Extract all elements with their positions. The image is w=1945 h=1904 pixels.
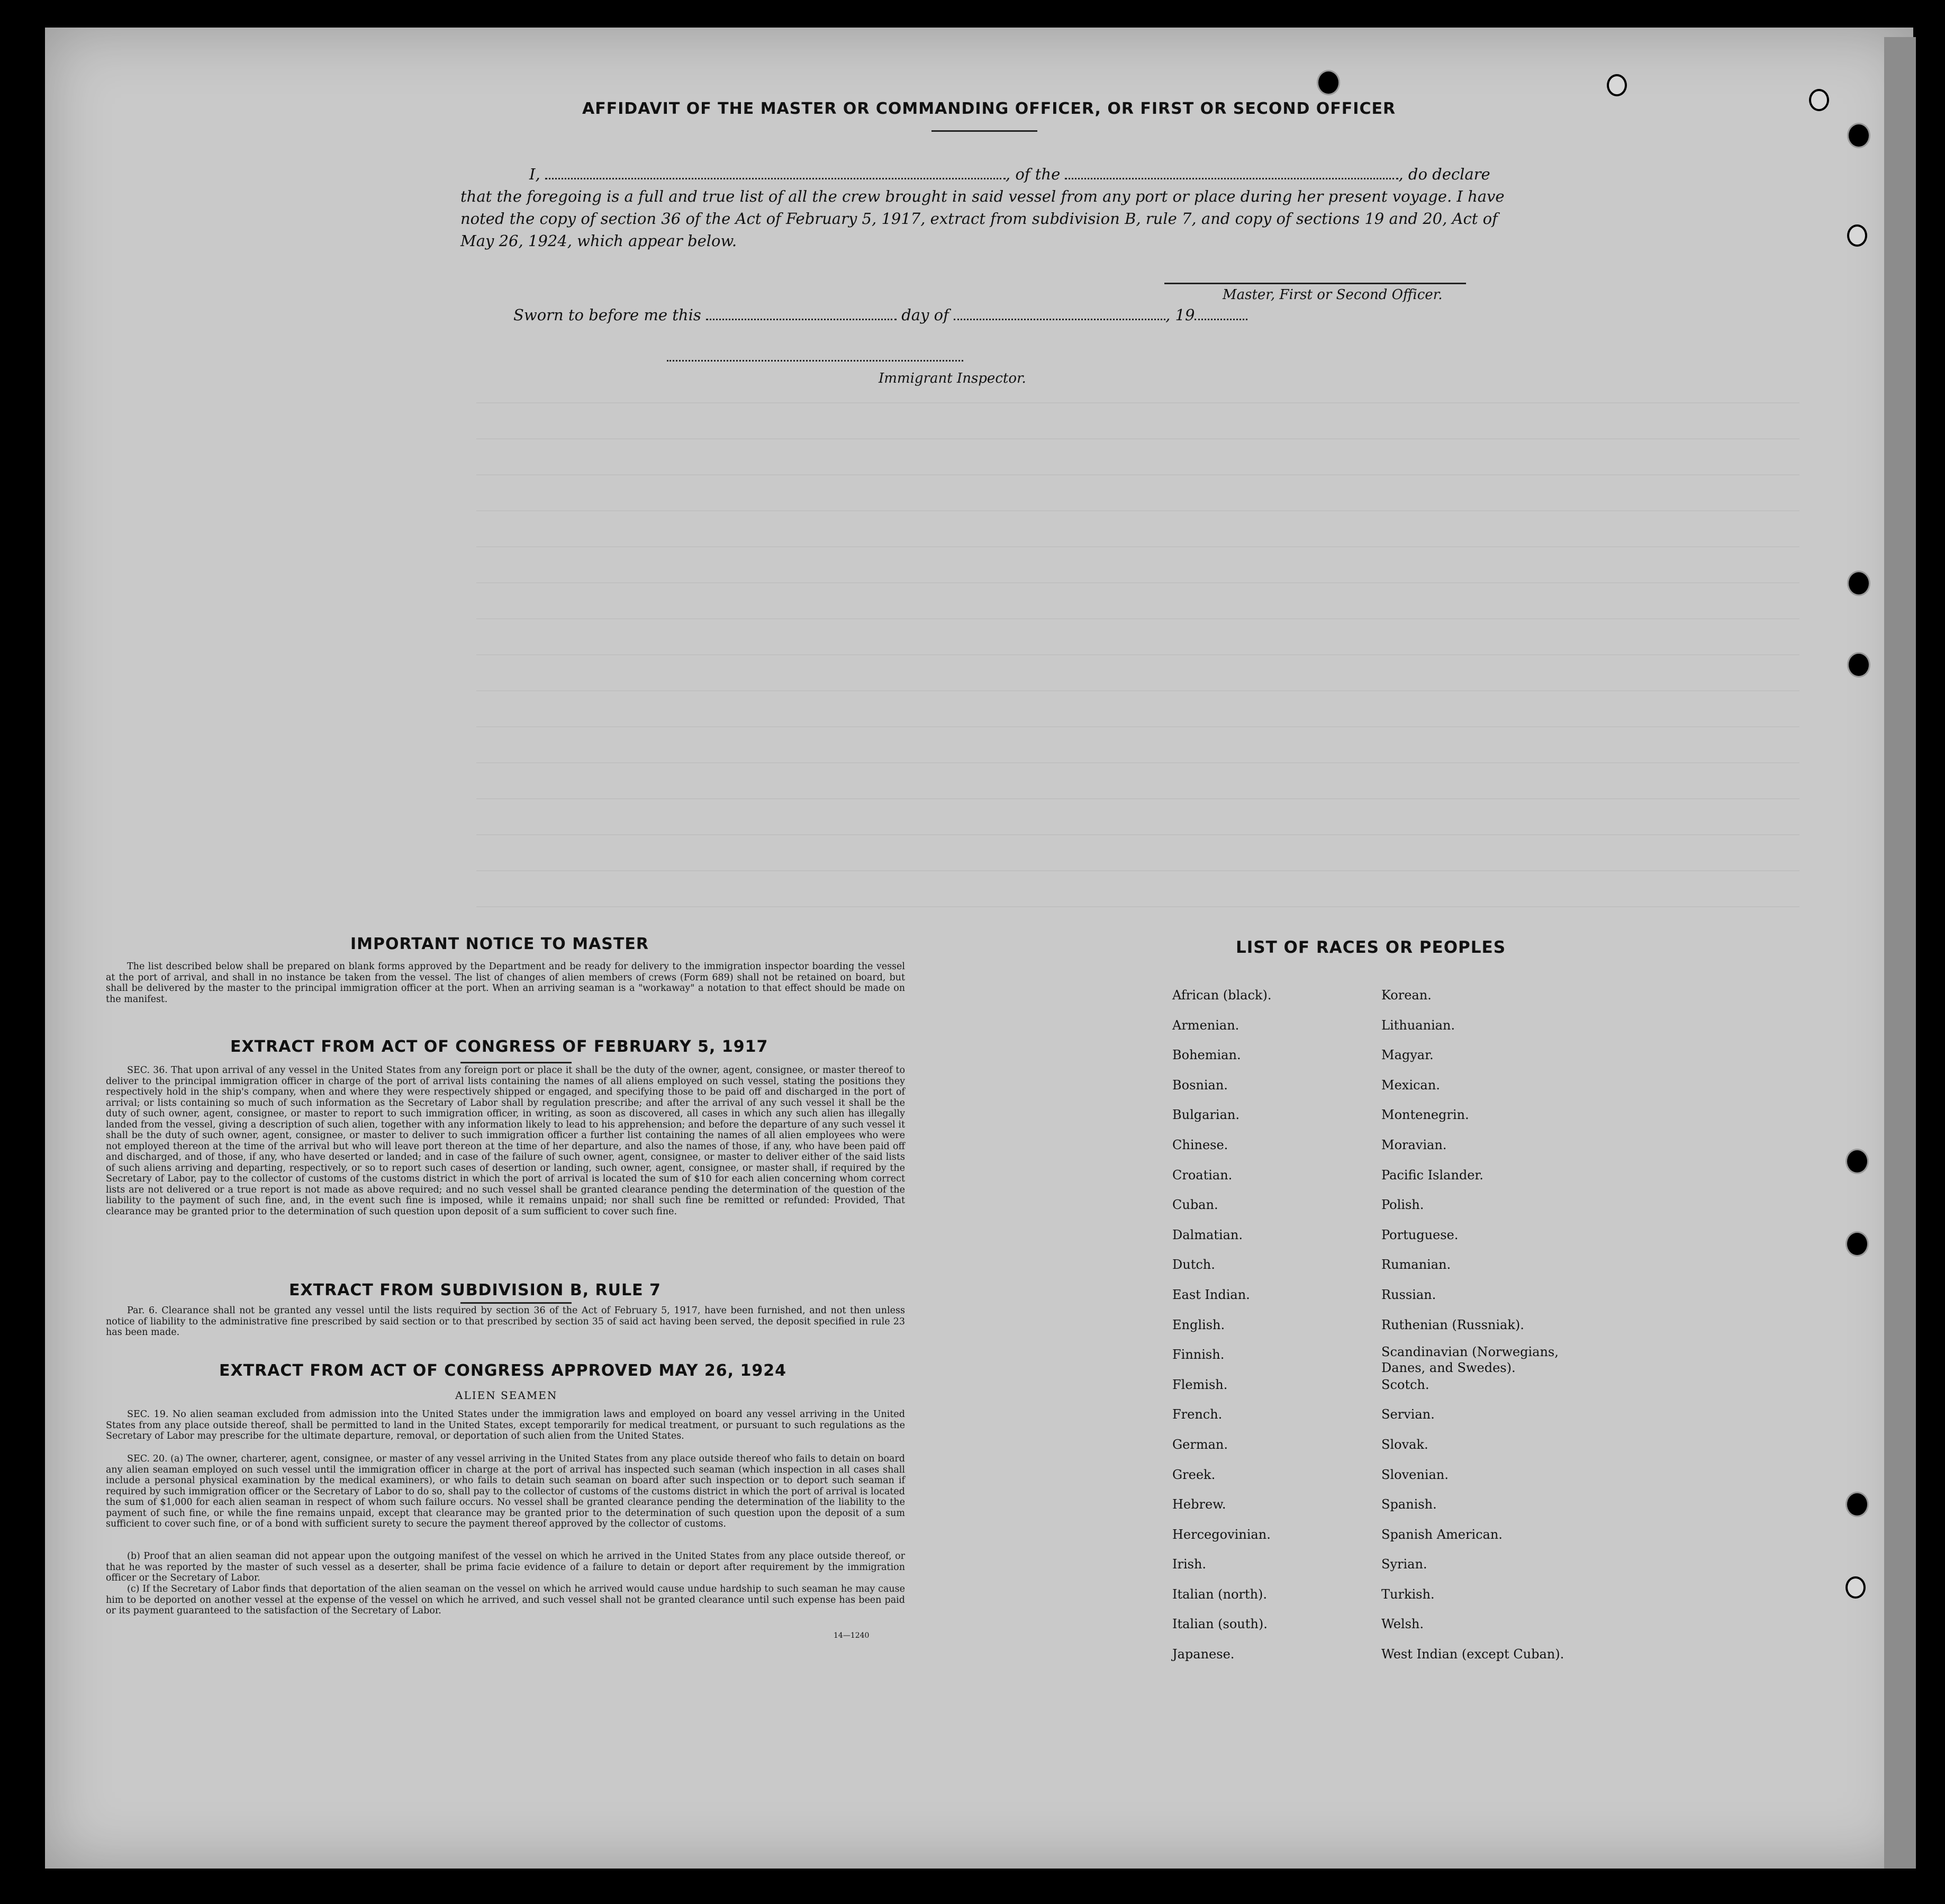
race-item: Pacific Islander. [1381,1167,1483,1183]
vessel-field[interactable] [1065,165,1398,179]
name-field[interactable] [545,165,1006,179]
race-item: Scotch. [1381,1377,1430,1392]
race-item: Montenegrin. [1381,1107,1469,1123]
extract-1924-title: EXTRACT FROM ACT OF CONGRESS APPROVED MAY 26, 1924 [219,1361,786,1380]
race-item: English. [1172,1317,1225,1332]
sworn-month-field[interactable] [954,306,1165,320]
extract-1924-sec20c: (c) If the Secretary of Labor finds that deportation of the alien seaman on the vessel on which he arrived would cause undue hardship to such seaman he may cause him to be deported on another vessel at the expense of the vessel on which he arrived, and such vessel shall not be granted clearance until such expense has been paid or its payment guaranteed to the satisfaction of the Secretary of Labor. [106,1584,905,1616]
race-item: Bohemian. [1172,1048,1241,1063]
race-item: Turkish. [1381,1586,1435,1602]
bleed-through-texture [476,402,1799,932]
sworn-day-field[interactable] [706,306,897,320]
race-item: Italian (south). [1172,1617,1268,1632]
race-item: Finnish. [1172,1347,1225,1362]
extract-1924-sec19: SEC. 19. No alien seaman excluded from admission into the United States under the immigration laws and employed on board any vessel arriving in the United States from any place outside thereof, shall be permitted to land in the United States, except temporarily for medical treatment, or pursuant to such regulations as the Secretary of Labor may prescribe for the ultimate departure, removal, or deportation of such alien from the United States. [106,1409,905,1441]
rule7-rule [460,1302,572,1304]
sworn-text: Sworn to before me this [513,306,701,324]
form-number: 14—1240 [834,1631,870,1640]
declaration-body: that the foregoing is a full and true list of all the crew brought in said vessel from any port or place during her present voyage. I have noted the copy of section 36 of the Act of February 5, 1917, extract from subdivision B, rule 7, and copy of sections 19 and 20, Act of May 26, 1924, which appear below. [460,187,1505,250]
binder-hole [1809,89,1829,111]
page-edge [1884,37,1916,1869]
declaration-end: , do declare [1398,165,1490,183]
race-item: Irish. [1172,1557,1207,1572]
race-item: Dutch. [1172,1257,1215,1273]
affidavit-title: AFFIDAVIT OF THE MASTER OR COMMANDING OFFICER, OR FIRST OR SECOND OFFICER [582,100,1396,118]
race-item: Russian. [1381,1287,1436,1302]
affidavit-text [460,163,1508,252]
inspector-label: Immigrant Inspector. [879,371,1026,386]
binder-hole [1317,70,1340,95]
sworn-line [513,306,1247,324]
race-item: Magyar. [1381,1048,1434,1063]
signature-line[interactable] [1164,283,1466,284]
binder-hole [1846,1149,1869,1174]
binder-hole [1846,1492,1869,1517]
races-title: LIST OF RACES OR PEOPLES [1236,938,1506,957]
extract-1924-sec20a: SEC. 20. (a) The owner, charterer, agent, consignee, or master of any vessel arriving in the United States from any place outside thereof who fails to detain on board any alien seaman employed on such vessel until the immigration officer in charge at the port of arrival has inspected such seaman (which inspection in all cases shall include a personal physical examination by the medical examiners), or who fails to detain such seaman on board after such inspection or to deport such seaman if required by such immigration officer or the Secretary of Labor to do so, shall pay to the collector of customs of the customs district in which the port of arrival is located the sum of $1,000 for each alien seaman in respect of whom such failure occurs. No vessel shall be granted clearance pending the determination of the liability to the payment of such fine, or while the fine remains unpaid, except that clearance may be granted prior to the determination of such question upon the deposit of a sum sufficient to cover such fine, or of a bond with sufficient surety to secure the payment thereof approved by the collector of customs. [106,1454,905,1529]
race-item: Greek. [1172,1467,1216,1482]
signature-label: Master, First or Second Officer. [1223,287,1443,303]
binder-hole [1847,652,1870,678]
declaration-of-the: , of the [1005,165,1061,183]
race-item: East Indian. [1172,1287,1250,1302]
extract-1917-rule [460,1062,572,1063]
race-item: Slovenian. [1381,1467,1449,1482]
binder-hole [1846,1576,1866,1599]
race-item: Spanish American. [1381,1527,1503,1542]
race-item: African (black). [1172,988,1272,1003]
race-item: Croatian. [1172,1167,1233,1183]
binder-hole [1847,571,1870,596]
rule7-body: Par. 6. Clearance shall not be granted any vessel until the lists required by section 36 of the Act of February 5, 1917, have been furnished, and not then unless notice of liability to the administrative fine prescribed by said section or to that prescribed by section 35 of said act having been served, the deposit specified in rule 23 has been made. [106,1305,905,1338]
race-item: Ruthenian (Russniak). [1381,1317,1524,1332]
race-item: Welsh. [1381,1617,1424,1632]
race-item: Lithuanian. [1381,1017,1455,1033]
title-rule [931,130,1037,132]
race-item: Slovak. [1381,1437,1428,1452]
race-item: Armenian. [1172,1017,1240,1033]
inspector-signature-line[interactable] [667,360,963,362]
race-item: Flemish. [1172,1377,1228,1392]
race-item: Syrian. [1381,1557,1427,1572]
race-item: West Indian (except Cuban). [1381,1647,1564,1662]
binder-hole [1847,123,1870,148]
race-item: Dalmatian. [1172,1227,1243,1242]
declaration-i: I, [529,165,540,183]
race-item: Chinese. [1172,1137,1228,1152]
race-item: Servian. [1381,1407,1435,1422]
extract-1917-body: SEC. 36. That upon arrival of any vessel in the United States from any foreign port or place it shall be the duty of the owner, agent, consignee, or master thereof to deliver to the principal immigration officer in charge of the port of arrival lists containing the names of all aliens employed on such vessel, stating the positions they respectively hold in the ship's company, when and where they were respectively shipped or engaged, and specifying those to be paid off and discharged in the port of arrival; or lists containing so much of such information as the Secretary of Labor shall by regulation prescribe; and after the arrival of any such vessel it shall be the duty of such owner, agent, consignee, or master to report to such immigration officer, in writing, as soon as discovered, all cases in which any such alien has illegally landed from the vessel, giving a description of such alien, together with any information likely to lead to his apprehension; and before the departure of any such vessel it shall be the duty of such owner, agent, consignee, or master to deliver to such immigration officer a further list containing the names of all alien employees who were not employed thereon at the time of the arrival but who will leave port thereon at the time of her departure, and also the names of those, if any, who have been paid off and discharged, and of those, if any, who have deserted or landed; and in case of the failure of such owner, agent, consignee, or master to deliver either of the said lists of such aliens arriving and departing, respectively, or so to report such cases of desertion or landing, such owner, agent, consignee, or master shall, if required by the Secretary of Labor, pay to the collector of customs of the customs district in which the port of arrival is located the sum of $10 for each alien concerning whom correct lists are not delivered or a true report is not made as above required; and no such vessel shall be granted clearance pending the determination of the question of the liability to the payment of such fine, and, in the event such fine is imposed, while it remains unpaid; nor shall such fine be remitted or refunded: Provided, That clearance may be granted prior to the determination of such question upon deposit of a sum sufficient to cover such fine. [106,1065,905,1217]
extract-1924-sec20b: (b) Proof that an alien seaman did not appear upon the outgoing manifest of the vessel on which he arrived in the United States from any place outside thereof, or that he was reported by the master of such vessel as a deserter, shall be prima facie evidence of a failure to detain or deport after requirement by the immigration officer or the Secretary of Labor. [106,1551,905,1583]
race-item: Mexican. [1381,1077,1440,1093]
race-item: Hebrew. [1172,1497,1226,1512]
race-item: German. [1172,1437,1228,1452]
binder-hole [1607,74,1627,96]
races-right-column [1381,980,1646,1670]
race-item: Scandinavian (Norwegians, Danes, and Swedes). [1381,1344,1559,1376]
race-item: Bulgarian. [1172,1107,1240,1123]
race-item: Spanish. [1381,1497,1437,1512]
extract-1917-title: EXTRACT FROM ACT OF CONGRESS OF FEBRUARY 5, 1917 [230,1037,768,1056]
race-item: Bosnian. [1172,1077,1228,1093]
declaration-line [460,163,1508,185]
races-left-column [1172,980,1373,1670]
sworn-year-field[interactable] [1195,306,1247,320]
race-item: Moravian. [1381,1137,1447,1152]
race-item: French. [1172,1407,1223,1422]
alien-seamen-subtitle: ALIEN SEAMEN [455,1389,558,1402]
race-item: Cuban. [1172,1197,1218,1213]
notice-title: IMPORTANT NOTICE TO MASTER [350,935,649,953]
race-item: Japanese. [1172,1647,1235,1662]
notice-body: The list described below shall be prepared on blank forms approved by the Department and be ready for delivery to the immigration inspector boarding the vessel at the port of arrival, and shall in no instance be taken from the vessel. The list of changes of alien members of crews (Form 689) shall not be retained on board, but shall be delivered by the master to the principal immigration officer at the port. When an arriving seaman is a "workaway" a notation to that effect should be made on the manifest. [106,961,905,1005]
rule7-title: EXTRACT FROM SUBDIVISION B, RULE 7 [289,1281,661,1300]
race-item: Polish. [1381,1197,1424,1213]
race-item: Rumanian. [1381,1257,1451,1273]
sworn-year-prefix: , 19 [1165,306,1195,324]
race-item: Portuguese. [1381,1227,1459,1242]
race-item: Hercegovinian. [1172,1527,1271,1542]
binder-hole [1847,224,1867,247]
binder-hole [1846,1231,1869,1257]
race-item: Korean. [1381,988,1432,1003]
race-item: Italian (north). [1172,1586,1268,1602]
sworn-day-of: day of [901,306,949,324]
